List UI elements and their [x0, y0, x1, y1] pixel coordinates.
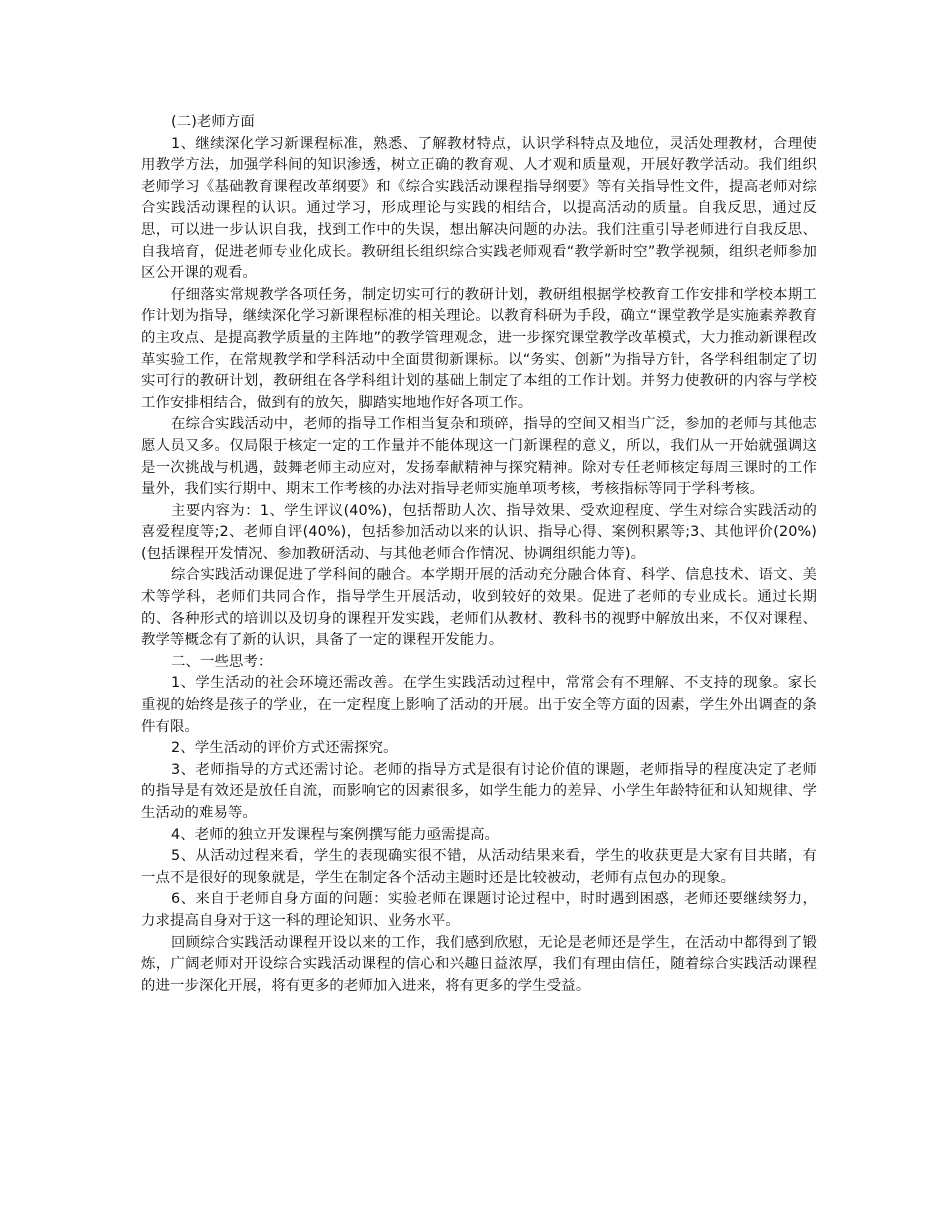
paragraph-conclusion: 回顾综合实践活动课程开设以来的工作，我们感到欣慰，无论是老师还是学生，在活动中都得到了锻炼，广阔老师对开设综合实践活动课程的信心和兴趣日益浓厚，我们有理由信任，随着综合实践活动课程的进一步深化开展，将有更多的老师加入进来，将有更多的学生受益。 [141, 934, 817, 994]
paragraph-subject-integration: 综合实践活动课促进了学科间的融合。本学期开展的活动充分融合体育、科学、信息技术、语文、美术等学科，老师们共同合作，指导学生开展活动，收到较好的效果。促进了老师的专业成长。通过长期的、各种形式的培训以及切身的课程开发实践，老师们从教材、教科书的视野中解放出来，不仅对课程、教学等概念有了新的认识，具备了一定的课程开发能力。 [141, 567, 817, 649]
paragraph-study-standards: 1、继续深化学习新课程标准，熟悉、了解教材特点，认识学科特点及地位，灵活处理教材，合理使用教学方法，加强学科间的知识渗透，树立正确的教育观、人才观和质量观，开展好教学活动。我们组织老师学习《基础教育课程改革纲要》和《综合实践活动课程指导纲要》等有关指导性文件，提高老师对综合实践活动课程的认识。通过学习，形成理论与实践的相结合，以提高活动的质量。自我反思，通过反思，可以进一步认识自我，找到工作中的失误，想出解决问题的办法。我们注重引导老师进行自我反思、自我培育，促进老师专业化成长。教研组长组织综合实践老师观看“教学新时空”教学视频，组织老师参加区公开课的观看。 [141, 135, 817, 282]
paragraph-guidance-work: 在综合实践活动中，老师的指导工作相当复杂和琐碎，指导的空间又相当广泛，参加的老师与其他志愿人员又多。仅局限于核定一定的工作量并不能体现这一门新课程的意义，所以，我们从一开始就强调这是一次挑战与机遇，鼓舞老师主动应对，发扬奉献精神与探究精神。除对专任老师核定每周三课时的工作量外，我们实行期中、期末工作考核的办法对指导老师实施单项考核，考核指标等同于学科考核。 [141, 416, 817, 498]
paragraph-evaluation-content: 主要内容为：1、学生评议(40%)，包括帮助人次、指导效果、受欢迎程度、学生对综合实践活动的喜爱程度等;2、老师自评(40%)，包括参加活动以来的认识、指导心得、案例积累等;3、其他评价(20%)(包括课程开发情况、参加教研活动、与其他老师合作情况、协调组织能力等)。 [141, 502, 817, 562]
paragraph-routine-teaching: 仔细落实常规教学各项任务，制定切实可行的教研计划，教研组根据学校教育工作安排和学校本期工作计划为指导，继续深化学习新课程标准的相关理论。以教育科研为手段，确立“课堂教学是实施素养教育的主攻点、是提高教学质量的主阵地”的教学管理观念，进一步探究课堂教学改革模式，大力推动新课程改革实验工作，在常规教学和学科活动中全面贯彻新课标。以“务实、创新”为指导方针，各学科组制定了切实可行的教研计划，教研组在各学科组计划的基础上制定了本组的工作计划。并努力使教研的内容与学校工作安排相结合，做到有的放矢，脚踏实地地作好各项工作。 [141, 286, 817, 411]
reflection-item-1: 1、学生活动的社会环境还需改善。在学生实践活动过程中，常常会有不理解、不支持的现象。家长重视的始终是孩子的学业，在一定程度上影响了活动的开展。出于安全等方面的因素，学生外出调查的条件有限。 [141, 675, 817, 735]
reflection-item-5: 5、从活动过程来看，学生的表现确实很不错，从活动结果来看，学生的收获更是大家有目共睹，有一点不是很好的现象就是，学生在制定各个活动主题时还是比较被动，老师有点包办的现象。 [141, 848, 817, 886]
section-heading-reflections: 二、一些思考： [171, 653, 273, 670]
reflection-item-3: 3、老师指导的方式还需讨论。老师的指导方式是很有讨论价值的课题，老师指导的程度决定了老师的指导是有效还是放任自流，而影响它的因素很多，如学生能力的差异、小学生年龄特征和认知规律、学生活动的难易等。 [141, 761, 817, 821]
document-body [141, 112, 817, 997]
section-heading-teachers: (二)老师方面 [171, 114, 255, 130]
reflection-item-6: 6、来自于老师自身方面的问题：实验老师在课题讨论过程中，时时遇到困惑，老师还要继续努力，力求提高自身对于这一科的理论知识、业务水平。 [141, 891, 817, 929]
reflection-item-4: 4、老师的独立开发课程与案例撰写能力亟需提高。 [171, 826, 500, 843]
reflection-item-2: 2、学生活动的评价方式还需探究。 [171, 740, 398, 757]
